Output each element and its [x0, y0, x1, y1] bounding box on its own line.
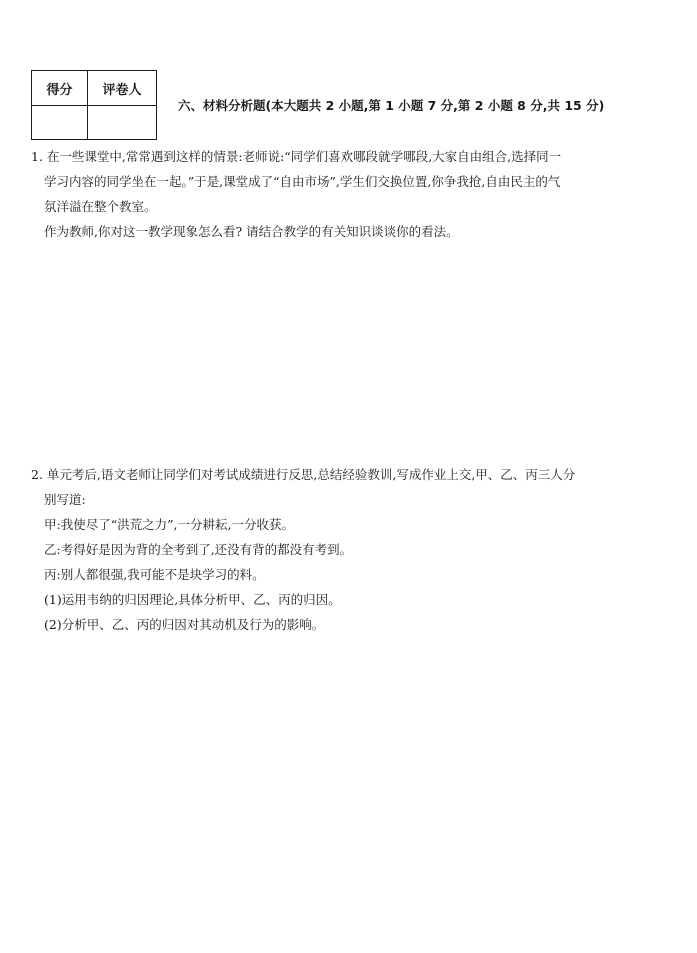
q1-line-3: 氛洋溢在整个教室。 — [44, 199, 157, 214]
q1-line-4: 作为教师,你对这一教学现象怎么看? 请结合教学的有关知识谈谈你的看法。 — [44, 224, 459, 239]
q1-line-1: 1. 在一些课堂中,常常遇到这样的情景:老师说:“同学们喜欢哪段就学哪段,大家自由组合,选择同一 — [31, 149, 562, 164]
q2-line-1: 2. 单元考后,语文老师让同学们对考试成绩进行反思,总结经验教训,写成作业上交,甲、乙、丙三人分 — [31, 467, 576, 482]
q2-line-3: 甲:我使尽了“洪荒之力”,一分耕耘,一分收获。 — [44, 517, 294, 532]
score-table-header-row — [32, 71, 157, 106]
q2-line-4: 乙:考得好是因为背的全考到了,还没有背的都没有考到。 — [44, 542, 353, 557]
grader-cell[interactable] — [88, 106, 157, 140]
q2-line-6: (1)运用韦纳的归因理论,具体分析甲、乙、丙的归因。 — [44, 592, 341, 607]
q2-line-2: 别写道: — [44, 492, 86, 507]
score-label: 得分 — [32, 71, 88, 106]
q2-line-5: 丙:别人都很强,我可能不是块学习的料。 — [44, 567, 265, 582]
q2-line-7: (2)分析甲、乙、丙的归因对其动机及行为的影响。 — [44, 617, 325, 632]
score-table-blank-row — [32, 106, 157, 140]
q1-line-2: 学习内容的同学坐在一起。”于是,课堂成了“自由市场”,学生们交换位置,你争我抢,自由民主的气 — [44, 174, 561, 189]
section-title: 六、材料分析题(本大题共 2 小题,第 1 小题 7 分,第 2 小题 8 分,共 15 分) — [178, 98, 605, 113]
score-cell[interactable] — [32, 106, 88, 140]
score-grader-table — [31, 70, 157, 140]
grader-label: 评卷人 — [88, 71, 157, 106]
